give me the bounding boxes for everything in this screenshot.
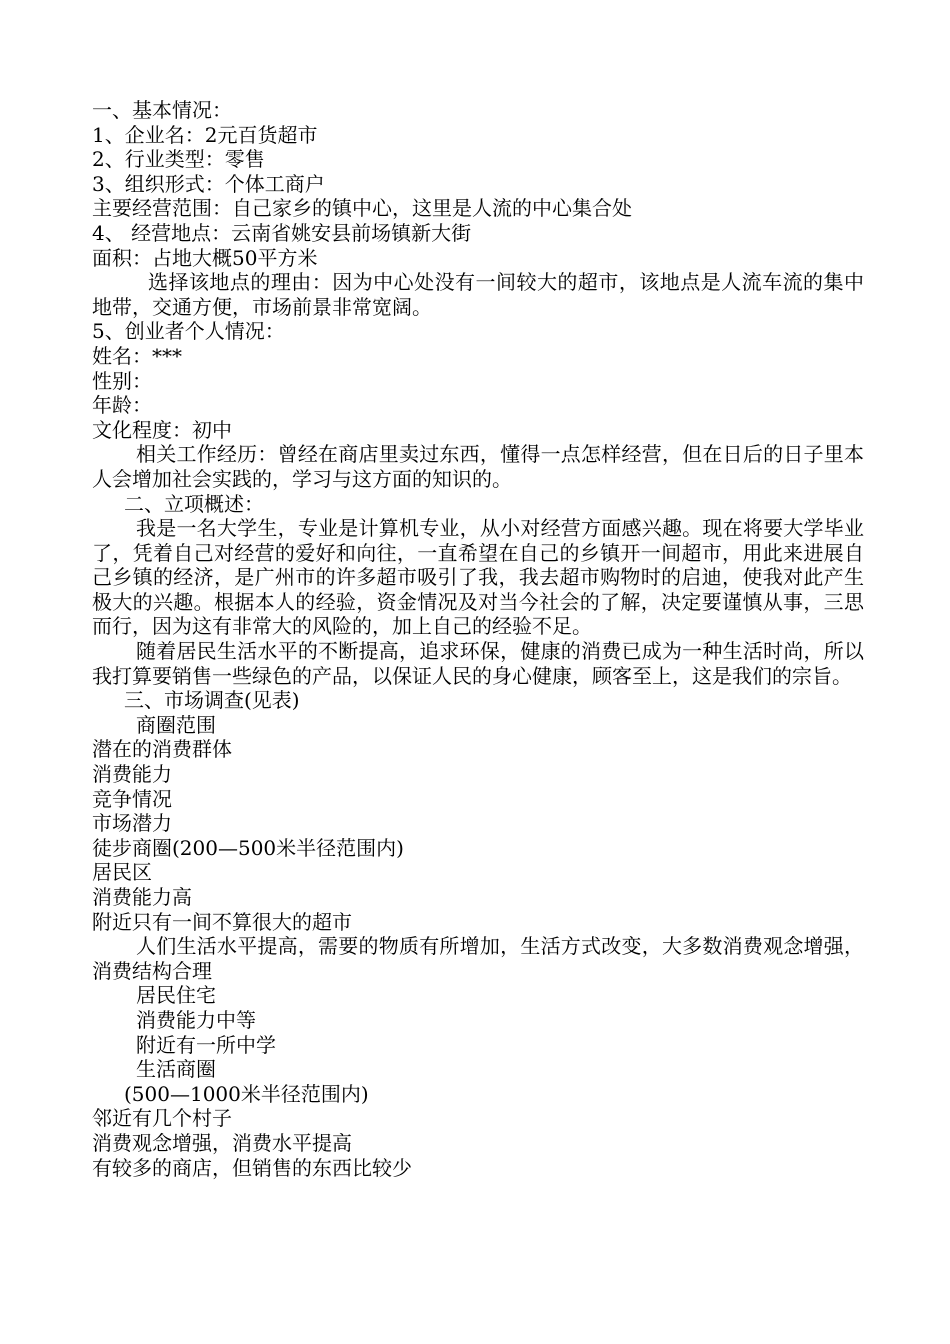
document-body	[92, 98, 864, 1180]
text-line: 2、行业类型：零售	[92, 147, 265, 172]
text-line: 附近只有一间不算很大的超市	[92, 909, 352, 934]
text-line: (500—1000米半径范围内)	[124, 1081, 369, 1106]
text-line: 消费观念增强，消费水平提高	[92, 1130, 352, 1155]
text-line: 姓名：***	[92, 343, 182, 368]
text-line: 有较多的商店，但销售的东西比较少	[92, 1155, 412, 1180]
text-line: 年龄：	[92, 393, 152, 418]
text-line: 消费能力	[92, 762, 172, 787]
text-line: 主要经营范围：自己家乡的镇中心，这里是人流的中心集合处	[92, 196, 632, 221]
text-line: 商圈范围	[136, 712, 216, 737]
text-line: 生活商圈	[136, 1057, 216, 1082]
text-line: 三、市场调查(见表)	[124, 688, 300, 713]
text-line: 附近有一所中学	[136, 1032, 276, 1057]
text-line: 潜在的消费群体	[92, 737, 232, 762]
text-line: 徒步商圈(200—500米半径范围内)	[92, 835, 404, 860]
text-line: 面积：占地大概50平方米	[92, 245, 318, 270]
text-line: 一、基本情况：	[92, 98, 232, 122]
text-line: 邻近有几个村子	[92, 1106, 232, 1131]
text-line: 3、组织形式：个体工商户	[92, 171, 325, 196]
text-line: 居民住宅	[136, 983, 216, 1008]
text-line: 文化程度：初中	[92, 417, 232, 442]
text-line: 二、立项概述：	[124, 491, 264, 516]
text-line: 市场潜力	[92, 811, 172, 836]
text-line: 消费能力中等	[136, 1007, 256, 1032]
text-paragraph: 相关工作经历：曾经在商店里卖过东西，懂得一点怎样经营，但在日后的日子里本人会增加社会实践的，学习与这方面的知识的。	[92, 442, 864, 491]
text-line: 消费能力高	[92, 885, 192, 909]
text-line: 竞争情况	[92, 786, 172, 811]
text-paragraph: 随着居民生活水平的不断提高，追求环保，健康的消费已成为一种生活时尚，所以我打算要销售一些绿色的产品，以保证人民的身心健康，顾客至上，这是我们的宗旨。	[92, 639, 864, 688]
text-line: 4、 经营地点：云南省姚安县前场镇新大街	[92, 220, 472, 245]
text-line: 5、创业者个人情况：	[92, 319, 285, 344]
text-paragraph: 选择该地点的理由：因为中心处没有一间较大的超市，该地点是人流车流的集中地带，交通方便，市场前景非常宽阔。	[92, 270, 864, 319]
text-line: 性别：	[92, 368, 152, 393]
text-paragraph: 人们生活水平提高，需要的物质有所增加，生活方式改变，大多数消费观念增强，消费结构合理	[92, 934, 864, 983]
text-paragraph: 我是一名大学生，专业是计算机专业，从小对经营方面感兴趣。现在将要大学毕业了，凭着自己对经营的爱好和向往，一直希望在自己的乡镇开一间超市，用此来进展自己乡镇的经济，是广州市的许多超市吸引了我，我去超市购物时的启迪，使我对此产生极大的兴趣。根据本人的经验，资金情况及对当今社会的了解，决定要谨慎从事，三思而行，因为这有非常大的风险的，加上自己的经验不足。	[92, 516, 864, 639]
text-line: 居民区	[92, 860, 152, 885]
text-line: 1、企业名：2元百货超市	[92, 122, 318, 147]
